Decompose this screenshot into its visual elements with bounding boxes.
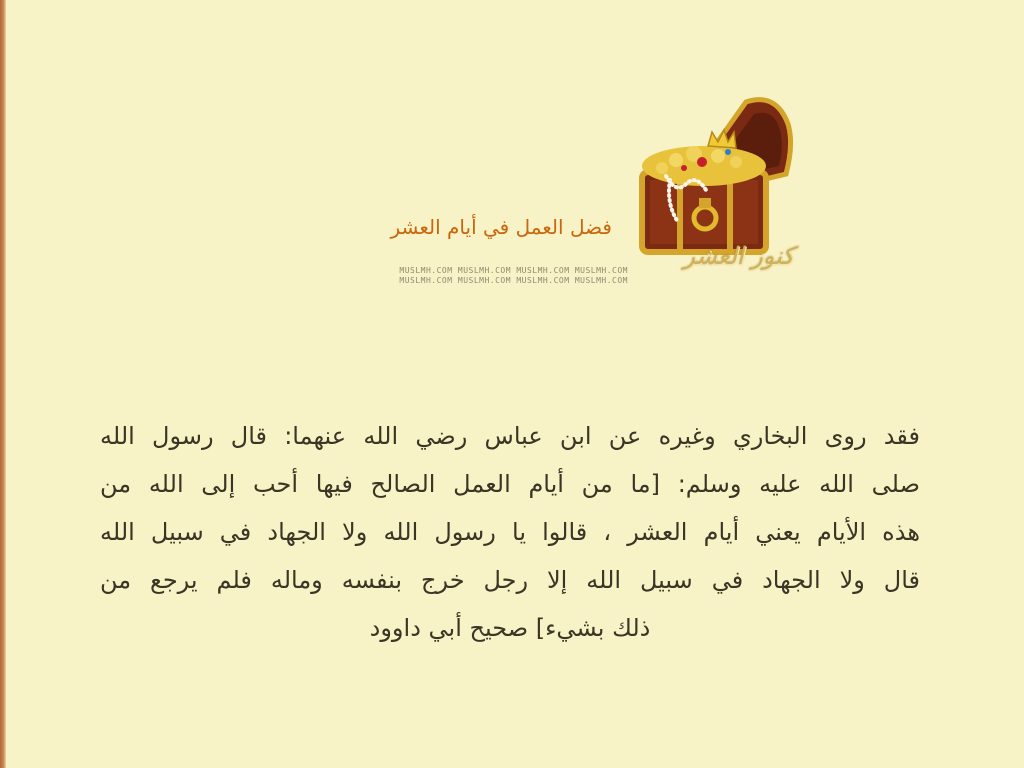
page-title: فضل العمل في أيام العشر <box>390 215 612 239</box>
watermark-line: MUSLMH.COM MUSLMH.COM MUSLMH.COM MUSLMH.COM <box>399 276 628 285</box>
hadith-line-2: صلى الله عليه وسلم: [ما من أيام العمل الصالح فيها أحب إلى الله من <box>100 470 920 498</box>
left-border <box>0 0 6 768</box>
hadith-text <box>100 412 920 652</box>
hadith-line-4: قال ولا الجهاد في سبيل الله إلا رجل خرج بنفسه وماله فلم يرجع من <box>100 566 920 594</box>
logo-text: كنوز العشر <box>683 242 794 270</box>
hadith-line-1: فقد روى البخاري وغيره عن ابن عباس رضي الله عنهما: قال رسول الله <box>100 422 920 450</box>
header-banner <box>300 90 800 290</box>
hadith-line-3: هذه الأيام يعني أيام العشر ، قالوا يا رسول الله ولا الجهاد في سبيل الله <box>100 518 920 546</box>
watermark-line: MUSLMH.COM MUSLMH.COM MUSLMH.COM MUSLMH.COM <box>399 266 628 275</box>
hadith-line-5: ذلك بشيء] صحيح أبي داوود <box>369 614 651 642</box>
treasure-chest-icon <box>636 94 796 264</box>
site-watermark <box>318 266 628 286</box>
